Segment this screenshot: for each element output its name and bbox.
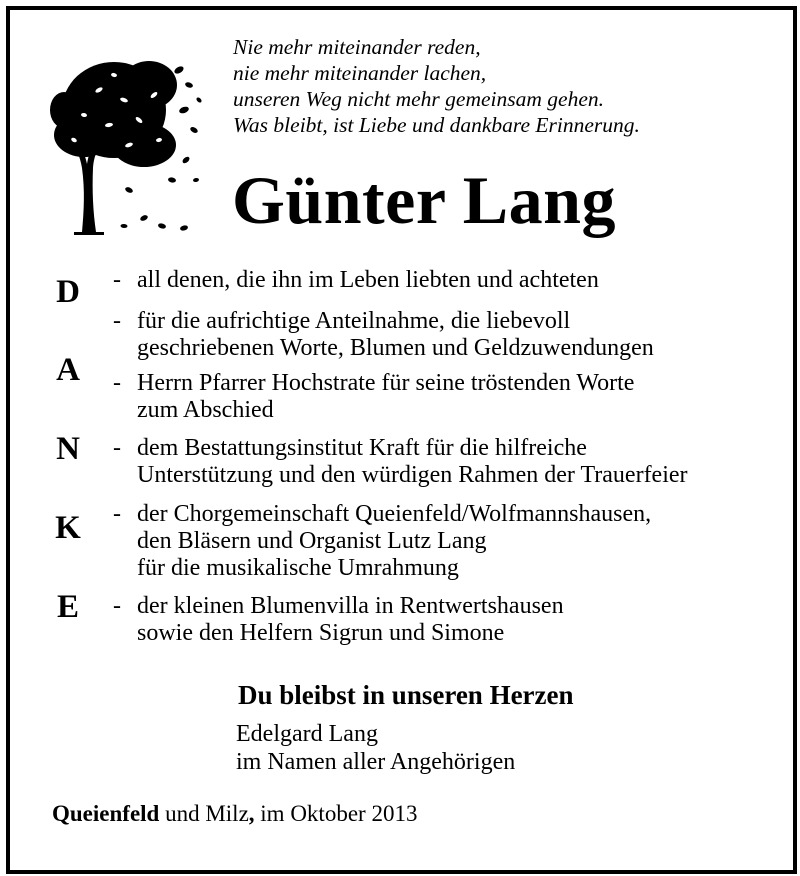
signature-name: Edelgard Lang <box>236 721 378 747</box>
comma: , <box>248 801 255 826</box>
poem-line: Was bleibt, ist Liebe und dankbare Erinnerung. <box>233 113 640 137</box>
bullet-dash: - <box>113 308 121 334</box>
closing-line: Du bleibst in unseren Herzen <box>238 680 574 710</box>
wind-blown-tree-icon <box>44 40 204 240</box>
memorial-poem <box>233 34 640 138</box>
thanks-line: Herrn Pfarrer Hochstrate für seine tröstenden Worte <box>137 370 635 396</box>
danke-letter-k: K <box>55 510 81 546</box>
thanks-line: für die aufrichtige Anteilnahme, die liebevoll <box>137 308 571 334</box>
thanks-line: der kleinen Blumenvilla in Rentwertshausen <box>137 593 564 619</box>
bullet-dash: - <box>113 435 121 461</box>
thanks-line: dem Bestattungsinstitut Kraft für die hilfreiche <box>137 435 587 461</box>
deceased-name: Günter Lang <box>232 162 616 238</box>
signature <box>236 720 515 776</box>
conjunction: und <box>159 801 206 826</box>
signature-note: im Namen aller Angehörigen <box>236 749 516 775</box>
bullet-dash: - <box>113 593 121 619</box>
thanks-line: zum Abschied <box>137 397 274 423</box>
place-queienfeld: Queienfeld <box>52 801 160 826</box>
thanks-item <box>113 267 599 294</box>
thanks-line: all denen, die ihn im Leben liebten und achteten <box>137 267 599 293</box>
thanks-line: Unterstützung und den würdigen Rahmen der Trauerfeier <box>137 462 688 488</box>
thanks-line: geschriebenen Worte, Blumen und Geldzuwendungen <box>137 335 654 361</box>
thanks-item <box>113 501 651 582</box>
thanks-item <box>113 435 688 489</box>
thanks-line: sowie den Helfern Sigrun und Simone <box>137 620 505 646</box>
poem-line: unseren Weg nicht mehr gemeinsam gehen. <box>233 87 604 111</box>
place-date-line <box>52 800 417 828</box>
thanks-line: der Chorgemeinschaft Queienfeld/Wolfmannshausen, <box>137 501 652 527</box>
thanks-item <box>113 593 564 647</box>
thanks-line: für die musikalische Umrahmung <box>137 555 459 581</box>
date: im Oktober 2013 <box>254 801 418 826</box>
place-milz: Milz <box>205 801 249 826</box>
thanks-item <box>113 370 634 424</box>
thanks-line: den Bläsern und Organist Lutz Lang <box>137 528 487 554</box>
bullet-dash: - <box>113 501 121 527</box>
danke-letter-e: E <box>56 589 79 625</box>
poem-line: nie mehr miteinander lachen, <box>233 61 487 85</box>
danke-letter-d: D <box>56 274 80 310</box>
thanks-item <box>113 308 654 362</box>
bullet-dash: - <box>113 370 121 396</box>
bullet-dash: - <box>113 267 121 293</box>
danke-letter-a: A <box>56 352 80 388</box>
poem-line: Nie mehr miteinander reden, <box>233 35 481 59</box>
danke-letter-n: N <box>56 431 80 467</box>
